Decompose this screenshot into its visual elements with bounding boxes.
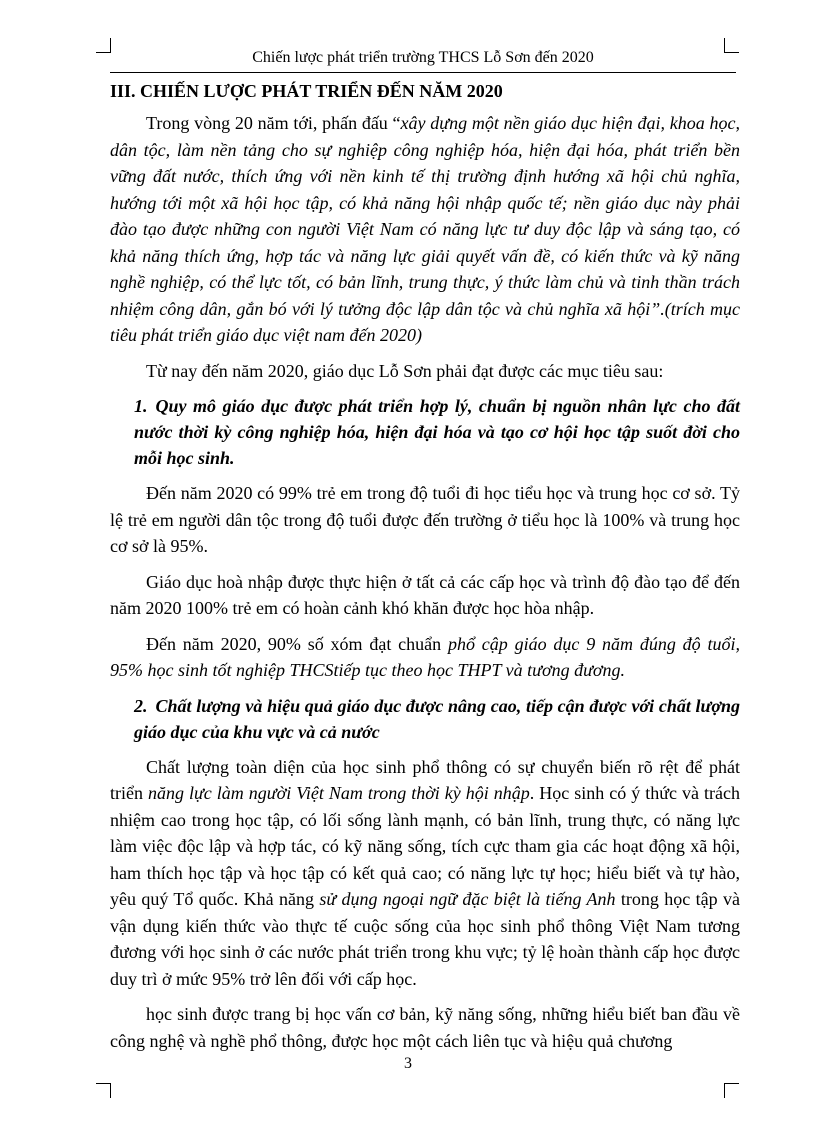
goal-1-title: Quy mô giáo dục được phát triển hợp lý, chuẩn bị nguồn nhân lực cho đất nước thời kỳ công nghiệp hóa, hiện đại hóa và tạo cơ hội học tập suốt đời cho mỗi học sinh. <box>134 396 740 468</box>
goal-2-p1-a: Chất lượng toàn diện của học sinh phổ thông có sự chuyển biến rõ rệt để phát triển <box>110 756 740 803</box>
intro-goals-sentence: Từ nay đến năm 2020, giáo dục Lỗ Sơn phải đạt được các mục tiêu sau: <box>146 360 664 381</box>
goal-1-paragraph-3-lead: Đến năm 2020, 90% số xóm đạt chuẩn <box>146 633 448 654</box>
section-title: III. CHIẾN LƯỢC PHÁT TRIỂN ĐẾN NĂM 2020 <box>110 81 503 101</box>
goal-2-heading <box>134 693 740 745</box>
goal-1-paragraph-1: Đến năm 2020 có 99% trẻ em trong độ tuổi đi học tiểu học và trung học cơ sở. Tỷ lệ trẻ em người dân tộc trong độ tuổi được đến trường ở tiểu học là 100% và trung học cơ sở là 95%. <box>110 483 740 556</box>
goal-1-paragraph-2: Giáo dục hoà nhập được thực hiện ở tất cả các cấp học và trình độ đào tạo để đến năm 2020 100% trẻ em có hoàn cảnh khó khăn được học hòa nhập. <box>110 571 740 618</box>
goal-2-p1-b: năng lực làm người Việt Nam trong thời kỳ hội nhập <box>147 783 530 803</box>
goal-2-paragraph-2: học sinh được trang bị học vấn cơ bản, kỹ năng sống, những hiểu biết ban đầu về công nghệ và nghề phổ thông, được học một cách liên tục và hiệu quả chương <box>110 1004 740 1051</box>
goal-2-title: Chất lượng và hiệu quả giáo dục được nâng cao, tiếp cận được với chất lượng giáo dục của khu vực và cả nước <box>134 695 740 742</box>
crop-mark-bottom-left <box>96 1083 111 1098</box>
goal-2-p1-c: . Học sinh có ý thức và trách nhiệm cao trong học tập, có lối sống lành mạnh, có bản lĩnh, trung thực, có năng lực làm việc độc lập và hợp tác, có kỹ năng sống, tích cực tham gia các hoạt động xã hội, ham thích học tập và học tập có kết quả cao; có năng lực tự học; hiểu biết và tự hào, yêu quý Tổ quốc. Khả năng <box>110 783 740 909</box>
goal-1-paragraph-3 <box>110 631 740 684</box>
goal-1-number: 1. <box>134 396 148 416</box>
running-header: Chiến lược phát triển trường THCS Lỗ Sơn đến 2020 <box>110 46 736 73</box>
goal-1-paragraph-3-italic: phổ cập giáo dục 9 năm đúng độ tuổi, 95% học sinh tốt nghiệp THCStiếp tục theo học THPT và tương đương. <box>110 633 740 680</box>
goal-2-number: 2. <box>134 695 148 716</box>
goal-1-heading <box>134 393 740 471</box>
page-number: 3 <box>404 1055 412 1072</box>
goal-2-paragraph-1 <box>110 754 740 993</box>
crop-mark-top-left <box>96 38 111 53</box>
goal-2-p1-d: sử dụng ngoại ngữ đặc biệt là tiếng Anh <box>319 889 616 909</box>
page-content <box>110 78 740 1063</box>
crop-mark-bottom-right <box>724 1083 739 1098</box>
intro-lead: Trong vòng 20 năm tới, phấn đấu “ <box>146 113 401 133</box>
intro-quote: xây dựng một nền giáo dục hiện đại, khoa học, dân tộc, làm nền tảng cho sự nghiệp công nghiệp hóa, hiện đại hóa, phát triển bền vững đất nước, thích ứng với nền kinh tế thị trường định hướng xã hội chủ nghĩa, hướng tới một xã hội học tập, có khả năng hội nhập quốc tế; nền giáo dục này phải đào tạo được những con người Việt Nam có năng lực tư duy độc lập và sáng tạo, có khả năng thích ứng, hợp tác và năng lực giải quyết vấn đề, có kiến thức và kỹ năng nghề nghiệp, có thể lực tốt, có bản lĩnh, trung thực, ý thức làm chủ và tinh thần trách nhiệm công dân, gắn bó với lý tưởng độc lập dân tộc và chủ nghĩa xã hội”.(trích mục tiêu phát triển giáo dục việt nam đến 2020) <box>110 113 740 345</box>
goal-2-p1-e: trong học tập và vận dụng kiến thức vào thực tế cuộc sống của học sinh phổ thông Việt Nam tương đương với học sinh ở các nước phát triển trong khu vực; tỷ lệ hoàn thành cấp học được duy trì ở mức 95% trở lên đối với cấp học. <box>110 889 740 989</box>
intro-paragraph <box>110 110 740 349</box>
